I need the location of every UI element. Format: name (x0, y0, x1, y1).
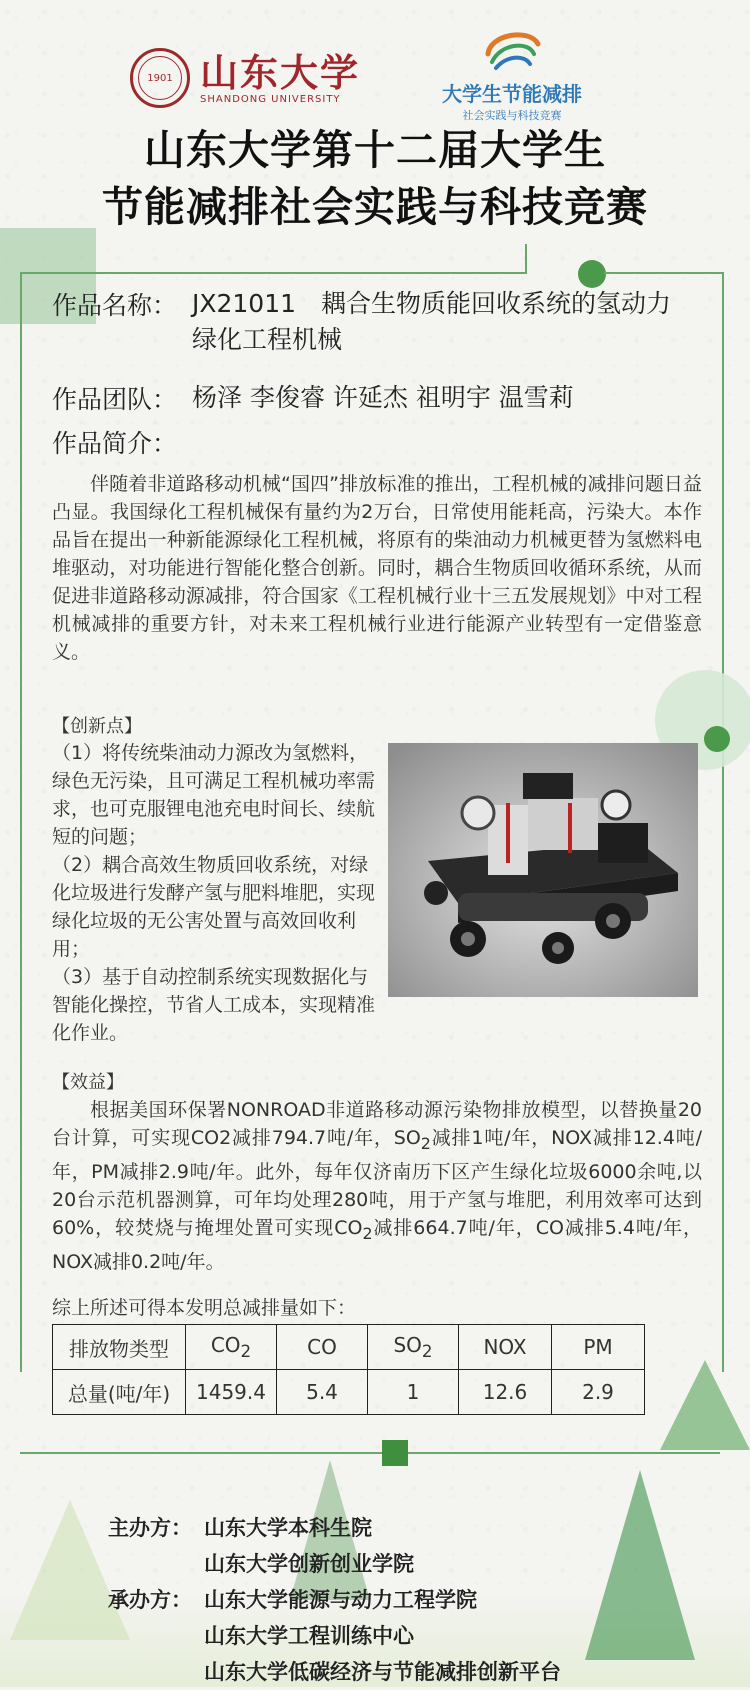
header-cell: $CO_2$ (186, 1325, 277, 1370)
competition-logo (432, 24, 592, 123)
header-cell: CO (277, 1325, 368, 1370)
work-name-value: JX21011 耦合生物质能回收系统的氢动力绿化工程机械 (192, 289, 672, 354)
title-line-2: 节能减排社会实践与科技竞赛 (102, 183, 648, 231)
header-cell: 排放物类型 (53, 1325, 186, 1370)
benefit-paragraph: 根据美国环保署NONROAD非道路移动源污染物排放模型，以替换量20台计算，可实现CO2减排794.7吨/年，$SO_2$减排1吨/年，NOX减排12.4吨/年，PM减排2.9吨/年。此外，每年仅济南历下区产生绿化垃圾6000余吨,以20台示范机器测算，可年均处理280吨，用于产氢与堆肥，利用效率可达到60%，较焚烧与掩埋处置可实现$CO_2$减排664.7吨/年，CO减排5.4吨/年，NOX减排0.2吨/年。 (52, 1099, 703, 1273)
competition-logo-subtitle: 社会实践与科技竞赛 (462, 109, 562, 122)
undertake-item: 山东大学低碳经济与节能减排创新平台 (204, 1660, 561, 1684)
host-item: 山东大学本科生院 (204, 1516, 372, 1540)
host-item: 山东大学创新创业学院 (204, 1552, 414, 1576)
emission-table (52, 1324, 645, 1415)
value-cell: 1459.4 (186, 1370, 277, 1415)
header-logos (0, 44, 750, 122)
sdu-logo-text: 山东大学 (200, 49, 361, 95)
intro-paragraph: 伴随着非道路移动机械“国四”排放标准的推出，工程机械的减排问题日益凸显。我国绿化工程机械保有量约为2万台，日常使用能耗高，污染大。本作品旨在提出一种新能源绿化工程机械，将原有的柴油动力机械更替为氢燃料电堆驱动，对功能进行智能化整合创新。同时，耦合生物质回收循环系统，从而促进非道路移动源减排，符合国家《工程机械行业十三五发展规划》中对工程机械减排的重要方针，对未来工程机械行业进行能源产业转型有一定借鉴意义。 (52, 473, 702, 663)
work-name (52, 286, 702, 358)
work-name-label: 作品名称： (52, 291, 178, 320)
header-cell: NOX (459, 1325, 552, 1370)
host-label: 主办方： (108, 1516, 192, 1540)
header-cell: PM (552, 1325, 645, 1370)
work-team (52, 380, 702, 416)
innovation-item: （1）将传统柴油动力源改为氢燃料，绿色无污染，且可满足工程机械功率需求，也可克服锂电池充电时间长、续航短的问题； (52, 742, 376, 848)
table-header-row (53, 1325, 645, 1370)
table-row (53, 1370, 645, 1415)
value-cell: 12.6 (459, 1370, 552, 1415)
summary-text: 综上所述可得本发明总减排量如下： (52, 1297, 357, 1319)
work-team-label: 作品团队： (52, 385, 178, 414)
undertake-label: 承办方： (108, 1588, 192, 1612)
benefit-heading: 【效益】 (52, 1072, 124, 1093)
header-cell: $SO_2$ (368, 1325, 459, 1370)
competition-logo-title: 大学生节能减排 (442, 82, 582, 106)
innovation-item: （2）耦合高效生物质回收系统，对绿化垃圾进行发酵产氢与肥料堆肥，实现绿化垃圾的无公害处置与高效回收利用； (52, 854, 376, 960)
title-line-1: 山东大学第十二届大学生 (144, 126, 606, 174)
work-intro-heading (52, 424, 702, 460)
undertake-item: 山东大学工程训练中心 (204, 1624, 414, 1648)
value-cell: 2.9 (552, 1370, 645, 1415)
sdu-seal-icon (130, 48, 190, 108)
sdu-logo-en: SHANDONG UNIVERSITY (200, 93, 341, 105)
row-label-cell: 总量(吨/年) (53, 1370, 186, 1415)
undertake-item: 山东大学能源与动力工程学院 (204, 1588, 477, 1612)
innovation-item: （3）基于自动控制系统实现数据化与智能化操控，节省人工成本，实现精准化作业。 (52, 966, 376, 1044)
sdu-logo (130, 48, 360, 108)
innovation-heading: 【创新点】 (52, 716, 142, 737)
value-cell: 1 (368, 1370, 459, 1415)
seal-year: 1901 (147, 72, 173, 84)
swirl-icon (480, 24, 544, 78)
organizers (108, 1510, 561, 1690)
work-intro-label: 作品简介： (52, 429, 178, 458)
work-team-value: 杨泽 李俊睿 许延杰 祖明宇 温雪莉 (192, 383, 574, 412)
page-title (0, 122, 750, 236)
innovation-list (52, 739, 382, 1047)
value-cell: 5.4 (277, 1370, 368, 1415)
machine-render-image (388, 743, 698, 997)
